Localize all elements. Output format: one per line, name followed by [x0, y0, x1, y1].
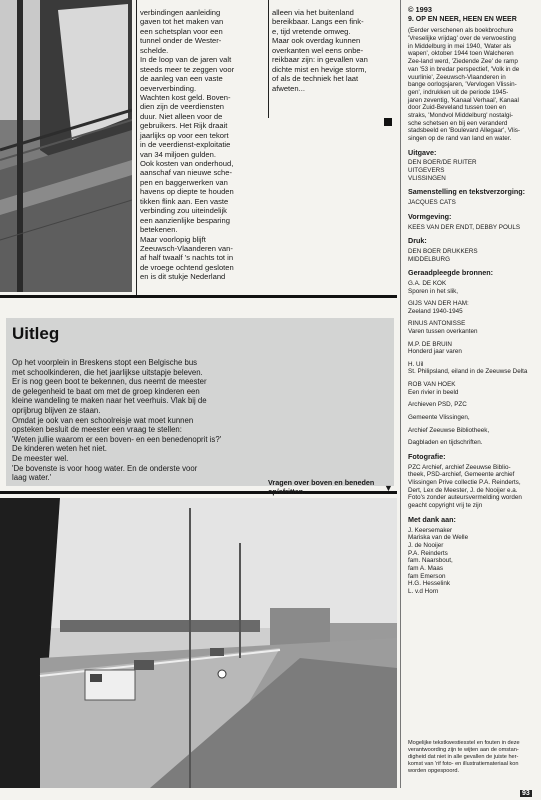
print-heading: Druk: — [408, 236, 427, 246]
publisher-line: VLISSINGEN — [408, 174, 446, 182]
thanks-line: Mariska van de Welle — [408, 534, 469, 542]
thanks-block — [408, 527, 536, 596]
source-author: RINUS ANTONISSE — [408, 320, 466, 328]
section-rule — [0, 295, 397, 298]
article-line: tunnel onder de Wester- — [140, 36, 222, 46]
uitleg-line: De meester wel. — [12, 453, 69, 463]
article-line: de aanleg van een vaste — [140, 74, 223, 84]
footnote-line: Mogelijke tekstkwestiesstel en fouten in deze — [408, 740, 520, 746]
print-line: DEN BOER DRUKKERS — [408, 247, 478, 255]
source-entry — [408, 381, 536, 396]
ramps-illustration — [0, 498, 397, 788]
uitleg-line: De kinderen weten het niet. — [12, 444, 107, 454]
photo-credit-line: Vlissingen Prive collectie P.A. Reinderts, — [408, 479, 521, 487]
article-column-right — [272, 8, 394, 93]
article-line: van 34 miljoen gulden. — [140, 149, 216, 159]
uitleg-line: de gelegenheid te baat om met de groep kinderen een — [12, 386, 200, 396]
article-line: tikken flink aan. Een vaste — [140, 196, 229, 206]
thanks-line: fam A. Maas — [408, 564, 443, 572]
ramps-photo — [0, 498, 397, 788]
archive-line: Archief Zeeuwse Bibliotheek, — [408, 426, 490, 434]
uitleg-line: 'De bovenste is voor hoog water. En de onderste voor — [12, 463, 198, 473]
source-author: G.A. DE KOK — [408, 280, 447, 288]
source-title: Honderd jaar varen — [408, 348, 462, 356]
intro-line: 'Vreselijke vrijdag' over de verwoesting — [408, 35, 516, 43]
uitleg-line: 'Weten jullie waarom er een boven- en een benedenoprit is?' — [12, 434, 222, 444]
article-line: alleen via het buitenland — [272, 8, 354, 17]
source-entry — [408, 280, 536, 295]
copyright-year: © 1993 — [408, 5, 432, 14]
archive-line: Archieven PSD, PZC — [408, 401, 467, 409]
photo-credits-block — [408, 464, 536, 510]
uitleg-line: oprijbrug blijven ze staan. — [12, 405, 101, 415]
thanks-line: J. Keersemaker — [408, 526, 453, 534]
article-line: de vroege ochtend gesloten — [140, 262, 234, 272]
article-line: pen en baggerwerken van — [140, 177, 228, 187]
editor-line: JACQUES CATS — [408, 199, 456, 207]
intro-line: gen', indrukken uit de periode 1945- — [408, 88, 509, 96]
uitleg-line: opsteken besluit de meester een vraag te stellen: — [12, 425, 182, 435]
article-line: gebruikers. Het Rijk draait — [140, 121, 228, 131]
thanks-line: J. de Nooijer — [408, 541, 444, 549]
source-entry — [408, 341, 536, 356]
caption-line: Vragen over boven en beneden — [268, 478, 375, 487]
colophon-sidebar — [408, 6, 536, 598]
photo-credit-line: Dert, Lex de Meester, J. de Nooijer e.a. — [408, 486, 518, 494]
uitleg-line: laag water.' — [12, 473, 52, 483]
thanks-line: fam. Naarsbout, — [408, 557, 453, 565]
end-of-article-square-icon — [384, 118, 392, 126]
intro-line: wapen', oktober 1944 toen Walcheren — [408, 50, 514, 58]
archive-line: Gemeente Vlissingen, — [408, 413, 470, 421]
publisher-line: UITGEVERS — [408, 167, 445, 175]
article-line: reikbaar zijn: in gevallen van — [272, 55, 368, 65]
intro-line: stadsbeeld en 'Boulevard Allegaar', Vlis- — [408, 127, 520, 135]
ferry-bridge-illustration — [0, 0, 132, 292]
source-author: M.P. DE BRUIN — [408, 340, 452, 348]
sidebar-rule — [400, 0, 401, 788]
thanks-line: fam Emerson — [408, 572, 446, 580]
arrow-down-icon: ▼ — [384, 483, 393, 493]
photo-credit-line: Foto's zonder auteursvermelding worden — [408, 494, 522, 502]
editor-heading: Samenstelling en tekstverzorging: — [408, 187, 526, 197]
source-title: St. Philipsland, eiland in de Zeeuwse Delta — [408, 368, 528, 376]
source-author: H. Uil — [408, 360, 424, 368]
intro-line: (Eerder verschenen als boekbrochure — [408, 27, 514, 35]
source-title: Zeeland 1940-1945 — [408, 307, 463, 315]
uitleg-line: Er is nog geen boot te bekennen, dus neemt de meester — [12, 377, 207, 387]
publisher-line: DEN BOER/DE RUITER — [408, 159, 477, 167]
design-block — [408, 224, 536, 232]
article-line: overkanten wel eens onbe- — [272, 45, 364, 55]
article-line: havens op diepte te houden — [140, 187, 234, 197]
article-line: afweten... — [272, 83, 305, 93]
article-line: of als de techniek het laat — [272, 74, 359, 84]
source-title: Varen tussen overkanten — [408, 328, 478, 336]
article-line: aanschaf van nieuwe sche- — [140, 168, 233, 178]
source-title: Sporen in het slik, — [408, 287, 459, 295]
credits-footnote — [408, 740, 536, 774]
intro-line: Zee-land werd, 'Ziedende Zee' de ramp — [408, 58, 518, 66]
article-line: betekenen. — [140, 225, 178, 235]
intro-line: straks, 'Mondvol Middelburg' nostalgi- — [408, 111, 513, 119]
uitleg-title: Uitleg — [12, 324, 60, 343]
ferry-bridge-photo — [0, 0, 132, 292]
source-entry — [408, 300, 536, 315]
print-block — [408, 248, 536, 263]
article-line: in de veerdienst-exploitatie — [140, 140, 231, 150]
intro-line: door Zuid-Beveland tussen toen en — [408, 104, 507, 112]
intro-line: singen op de rand van land en water. — [408, 135, 512, 143]
series-title: 9. OP EN NEER, HEEN EN WEER — [408, 15, 517, 23]
thanks-line: H.G. Hesselink — [408, 580, 450, 588]
uitleg-line: Omdat je ook van een schoolreisje wat moet kunnen — [12, 415, 194, 425]
thanks-line: P.A. Reinderts — [408, 549, 448, 557]
article-line: In de loop van de jaren valt — [140, 55, 232, 65]
intro-line: vuurlinie', Zeeuwsch-Vlaanderen in — [408, 73, 506, 81]
footnote-line: verantwoording zijn te wijten aan de omstan- — [408, 746, 519, 753]
footnote-line: worden opgespoord. — [408, 767, 460, 774]
article-line: Ook kosten van onderhoud, — [140, 159, 234, 168]
article-line: jaarlijks op voor een tekort — [140, 130, 229, 140]
photo-credit-line: PZC Archief, archief Zeeuwse Biblio- — [408, 463, 511, 471]
article-line: Zeeuwsch-Vlaanderen van- — [140, 243, 233, 253]
design-line: KEES VAN DER ENDT, DEBBY POULS — [408, 223, 521, 231]
thanks-line: L. v.d Horn — [408, 588, 439, 596]
uitleg-line: kleine wandeling te maken naar het veerhuis. Vlak bij de — [12, 396, 207, 406]
editor-block — [408, 199, 536, 207]
intro-line: jaren zeventig, 'Kanaal Verhaal', Kanaal — [408, 96, 519, 104]
article-line: oeververbinding. — [140, 83, 197, 93]
article-line: dichte mist en hevige storm, — [272, 64, 367, 74]
source-entry — [408, 320, 536, 335]
caption-line: op/afritten. — [268, 487, 306, 496]
sources-heading: Geraadpleegde bronnen: — [408, 268, 494, 278]
article-line: steeds meer te zeggen voor — [140, 64, 235, 74]
article-line: schelde. — [140, 45, 169, 55]
intro-line: bange oorlogsjaren, 'Vervlogen Vlissin- — [408, 81, 517, 89]
footnote-line: digheid dat niet in alle gevallen de juiste her- — [408, 753, 519, 760]
article-column-middle — [140, 8, 268, 282]
source-author: GIJS VAN DER HAM: — [408, 300, 469, 308]
thanks-heading: Met dank aan: — [408, 514, 456, 524]
article-line: Maar ook overdag kunnen — [272, 36, 361, 46]
article-line: en is dit stukje Nederland — [140, 272, 226, 282]
source-title: Een rivier in beeld — [408, 388, 459, 396]
source-entry — [408, 361, 536, 376]
footnote-line: komst van 'rif foto- en illustratiemateriaal kon — [408, 760, 519, 767]
uitleg-line: Op het voorplein in Breskens stopt een Belgische bus — [12, 358, 198, 367]
publisher-block — [408, 159, 536, 182]
photo-credit-line: theek, PSD-archief, Gemeente archief — [408, 471, 515, 479]
intro-line: in Middelburg in mei 1940, 'Water als — [408, 42, 512, 50]
uitleg-line: met schoolkinderen, die het jaarlijkse uitstapje beleven. — [12, 367, 203, 377]
article-line: Wachten kost geld. Boven- — [140, 92, 231, 102]
article-line: een aanzienlijke besparing — [140, 215, 230, 225]
article-line: verbinding zou uiteindelijk — [140, 206, 227, 216]
source-author: ROB VAN HOEK — [408, 380, 456, 388]
article-line: af half twaalf 's nachts tot in — [140, 253, 234, 263]
article-line: gaven tot het maken van — [140, 17, 224, 27]
column-rule — [136, 0, 137, 295]
publisher-heading: Uitgave: — [408, 147, 437, 157]
article-line: e, tijd vretende omweg. — [272, 26, 351, 36]
print-line: MIDDELBURG — [408, 255, 450, 263]
article-line: dien zijn de veerdiensten — [140, 102, 225, 112]
photo-credit-line: geacht copyright vrij te zijn — [408, 502, 483, 510]
archive-line: Dagbladen en tijdschriften. — [408, 439, 483, 447]
uitleg-text — [12, 358, 390, 483]
article-line: Maar voorlopig blijft — [140, 234, 206, 244]
article-line: bereikbaar. Langs een fink- — [272, 17, 364, 27]
photo-caption — [268, 478, 392, 496]
article-line: verbindingen aanleiding — [140, 8, 221, 17]
design-heading: Vormgeving: — [408, 211, 452, 221]
article-line: duur. Niet alleen voor de — [140, 111, 223, 121]
photo-credits-heading: Fotografie: — [408, 451, 446, 461]
intro-line: sche schetsen en bij een veranderd — [408, 119, 508, 127]
series-intro — [408, 27, 536, 142]
page-number: 93 — [522, 790, 530, 797]
column-rule — [268, 0, 269, 118]
article-line: een schetsplan voor een — [140, 26, 223, 36]
intro-line: van '53 in bredar perspectief, 'Volk in de — [408, 65, 520, 73]
